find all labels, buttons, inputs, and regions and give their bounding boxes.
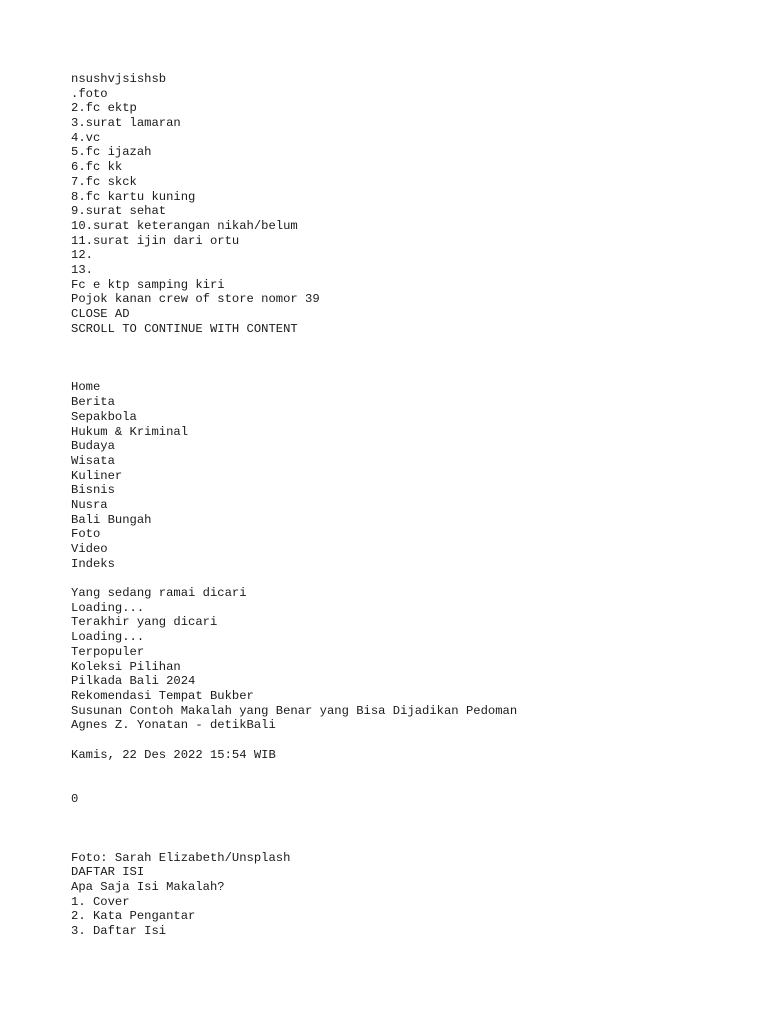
- notes-line: 9.surat sehat: [71, 204, 167, 219]
- main-nav: [71, 380, 751, 571]
- notes-line: 6.fc kk: [71, 160, 123, 175]
- nav-item-hukum-kriminal[interactable]: Hukum & Kriminal: [71, 424, 189, 439]
- comment-count[interactable]: 0: [71, 791, 79, 806]
- section-link-terpopuler[interactable]: Terpopuler: [71, 644, 145, 659]
- toc-heading[interactable]: Apa Saja Isi Makalah?: [71, 879, 225, 894]
- notes-line: Pojok kanan crew of store nomor 39: [71, 292, 320, 307]
- toc-item[interactable]: 3. Daftar Isi: [71, 923, 167, 938]
- nav-item-kuliner[interactable]: Kuliner: [71, 468, 123, 483]
- section-link-rekomendasi-bukber[interactable]: Rekomendasi Tempat Bukber: [71, 688, 254, 703]
- notes-list: [71, 72, 751, 307]
- photo-credit: Foto: Sarah Elizabeth/Unsplash: [71, 850, 291, 865]
- section-links: [71, 645, 751, 704]
- nav-item-berita[interactable]: Berita: [71, 395, 115, 410]
- notes-line: 2.fc ektp: [71, 101, 137, 116]
- nav-item-bisnis[interactable]: Bisnis: [71, 483, 115, 498]
- notes-line: 7.fc skck: [71, 174, 137, 189]
- close-ad-button[interactable]: CLOSE AD: [71, 307, 130, 321]
- nav-item-indeks[interactable]: Indeks: [71, 556, 115, 571]
- nav-item-budaya[interactable]: Budaya: [71, 439, 115, 454]
- nav-item-video[interactable]: Video: [71, 542, 108, 557]
- article-date: Kamis, 22 Des 2022 15:54 WIB: [71, 747, 276, 762]
- trending-loading-text: Loading...: [71, 600, 145, 615]
- section-link-pilkada-bali[interactable]: Pilkada Bali 2024: [71, 674, 196, 689]
- nav-item-sepakbola[interactable]: Sepakbola: [71, 409, 137, 424]
- notes-line: 13.: [71, 262, 93, 277]
- nav-item-foto[interactable]: Foto: [71, 527, 101, 542]
- nav-item-wisata[interactable]: Wisata: [71, 453, 115, 468]
- nav-item-nusra[interactable]: Nusra: [71, 497, 108, 512]
- notes-line: 10.surat keterangan nikah/belum: [71, 218, 298, 233]
- page-content: [71, 72, 751, 939]
- notes-line: 5.fc ijazah: [71, 145, 152, 160]
- trending-search-label: Yang sedang ramai dicari: [71, 586, 247, 601]
- notes-line: .foto: [71, 86, 108, 101]
- recent-loading-text: Loading...: [71, 630, 145, 645]
- notes-line: nsushvjsishsb: [71, 72, 167, 86]
- notes-line: 11.surat ijin dari ortu: [71, 233, 240, 248]
- toc-item[interactable]: 1. Cover: [71, 894, 130, 909]
- notes-line: 3.surat lamaran: [71, 116, 181, 131]
- notes-line: Fc e ktp samping kiri: [71, 277, 225, 292]
- section-link-koleksi-pilihan[interactable]: Koleksi Pilihan: [71, 659, 181, 674]
- notes-line: 12.: [71, 248, 93, 263]
- toc-label[interactable]: DAFTAR ISI: [71, 865, 145, 880]
- notes-line: 4.vc: [71, 130, 101, 145]
- article-title: Susunan Contoh Makalah yang Benar yang Bisa Dijadikan Pedoman: [71, 703, 518, 718]
- nav-item-bali-bungah[interactable]: Bali Bungah: [71, 512, 152, 527]
- notes-line: 8.fc kartu kuning: [71, 189, 196, 204]
- search-suggestions: [71, 586, 751, 645]
- article-byline[interactable]: Agnes Z. Yonatan - detikBali: [71, 718, 276, 733]
- recent-search-label: Terakhir yang dicari: [71, 615, 218, 630]
- scroll-hint: SCROLL TO CONTINUE WITH CONTENT: [71, 321, 298, 336]
- nav-item-home[interactable]: Home: [71, 380, 101, 395]
- toc-item[interactable]: 2. Kata Pengantar: [71, 909, 196, 924]
